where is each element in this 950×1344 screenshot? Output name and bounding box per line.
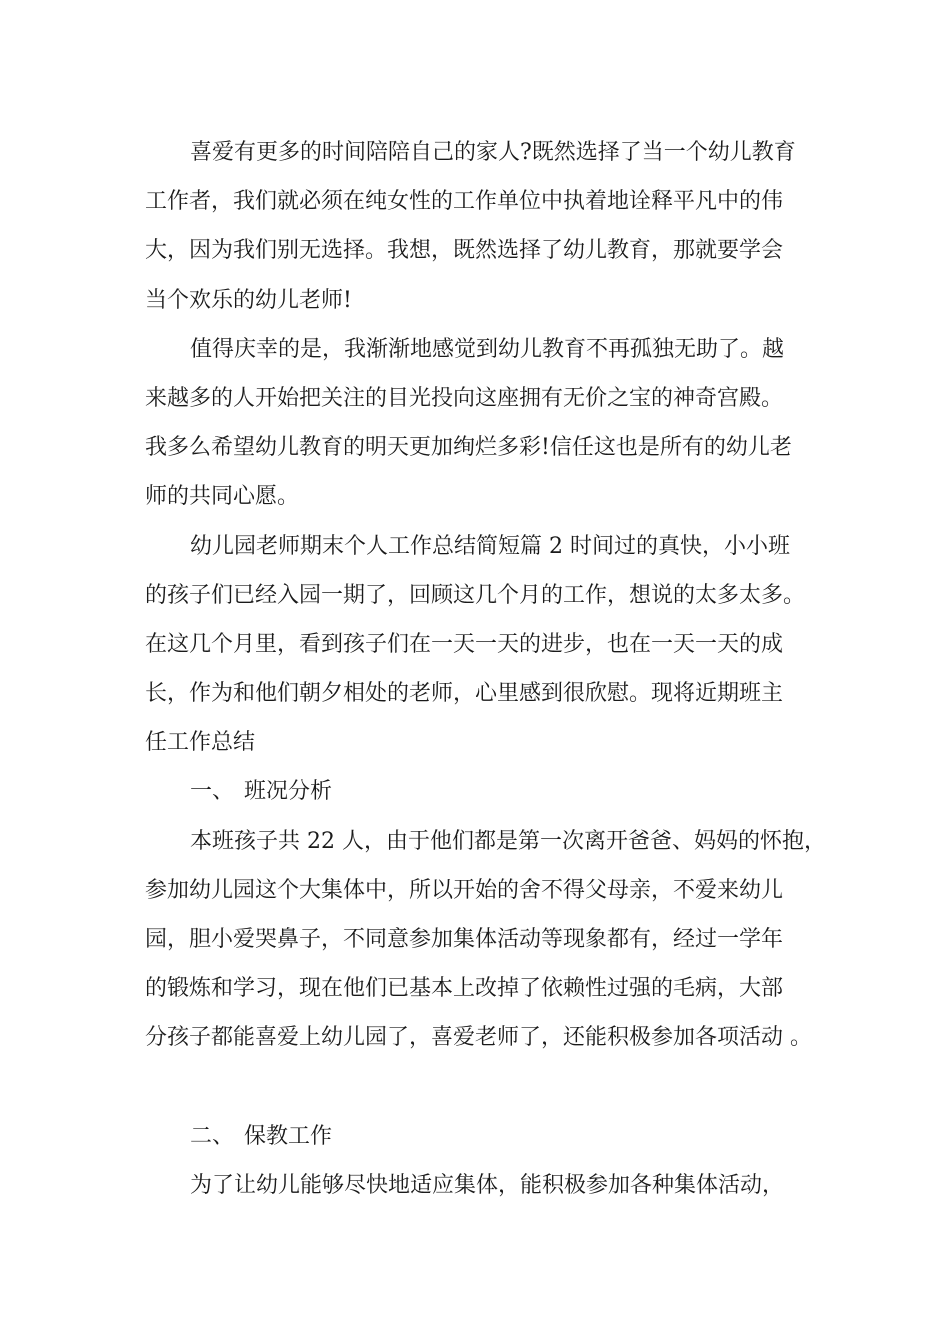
paragraph-3 bbox=[145, 522, 815, 768]
section-title: 保教工作 bbox=[244, 1123, 333, 1149]
paragraph-line: 大，因为我们别无选择。我想，既然选择了幼儿教育，那就要学会 bbox=[145, 238, 784, 264]
section-heading-1 bbox=[145, 767, 815, 816]
paragraph-line: 我多么希望幼儿教育的明天更加绚烂多彩!信任这也是所有的幼儿老 bbox=[145, 435, 792, 461]
paragraph-line: 在这几个月里，看到孩子们在一天一天的进步，也在一天一天的成 bbox=[145, 631, 784, 657]
section-number: 二、 bbox=[190, 1123, 235, 1149]
section-heading-2 bbox=[145, 1112, 815, 1161]
paragraph-line: 本班孩子共 22 人，由于他们都是第一次离开爸爸、妈妈的怀抱， bbox=[190, 828, 826, 854]
paragraph-line: 喜爱有更多的时间陪陪自己的家人?既然选择了当一个幼儿教育 bbox=[190, 140, 796, 165]
paragraph-line: 的锻炼和学习，现在他们已基本上改掉了依赖性过强的毛病，大部 bbox=[145, 976, 784, 1002]
section-number: 一、 bbox=[190, 779, 235, 805]
document-body bbox=[145, 128, 826, 1210]
paragraph-line: 为了让幼儿能够尽快地适应集体，能积极参加各种集体活动， bbox=[190, 1172, 785, 1198]
paragraph-line: 任工作总结 bbox=[145, 730, 256, 756]
paragraph-line: 园，胆小爱哭鼻子，不同意参加集体活动等现象都有，经过一学年 bbox=[145, 927, 784, 952]
paragraph-2 bbox=[145, 325, 815, 522]
paragraph-line: 幼儿园老师期末个人工作总结简短篇 2 时间过的真快，小小班 bbox=[190, 533, 790, 559]
section-2-paragraph bbox=[145, 1161, 815, 1210]
paragraph-line: 的孩子们已经入园一期了，回顾这几个月的工作，想说的太多太多。 bbox=[145, 582, 806, 608]
paragraph-line: 分孩子都能喜爱上幼儿园了，喜爱老师了，还能积极参加各项活动 。 bbox=[145, 1025, 812, 1051]
paragraph-line: 师的共同心愿。 bbox=[145, 484, 300, 510]
paragraph-line: 参加幼儿园这个大集体中，所以开始的舍不得父母亲，不爱来幼儿 bbox=[145, 877, 784, 903]
paragraph-line: 值得庆幸的是，我渐渐地感觉到幼儿教育不再孤独无助了。越 bbox=[190, 336, 785, 362]
blank-line bbox=[145, 1063, 815, 1112]
section-1-paragraph bbox=[145, 817, 826, 1063]
section-title: 班况分析 bbox=[244, 779, 333, 805]
paragraph-line: 当个欢乐的幼儿老师! bbox=[145, 287, 352, 313]
paragraph-line: 来越多的人开始把关注的目光投向这座拥有无价之宝的神奇宫殿。 bbox=[145, 385, 784, 411]
paragraph-line: 长，作为和他们朝夕相处的老师，心里感到很欣慰。现将近期班主 bbox=[145, 681, 784, 707]
paragraph-1 bbox=[145, 128, 815, 325]
paragraph-line: 工作者，我们就必须在纯女性的工作单位中执着地诠释平凡中的伟 bbox=[145, 189, 784, 215]
